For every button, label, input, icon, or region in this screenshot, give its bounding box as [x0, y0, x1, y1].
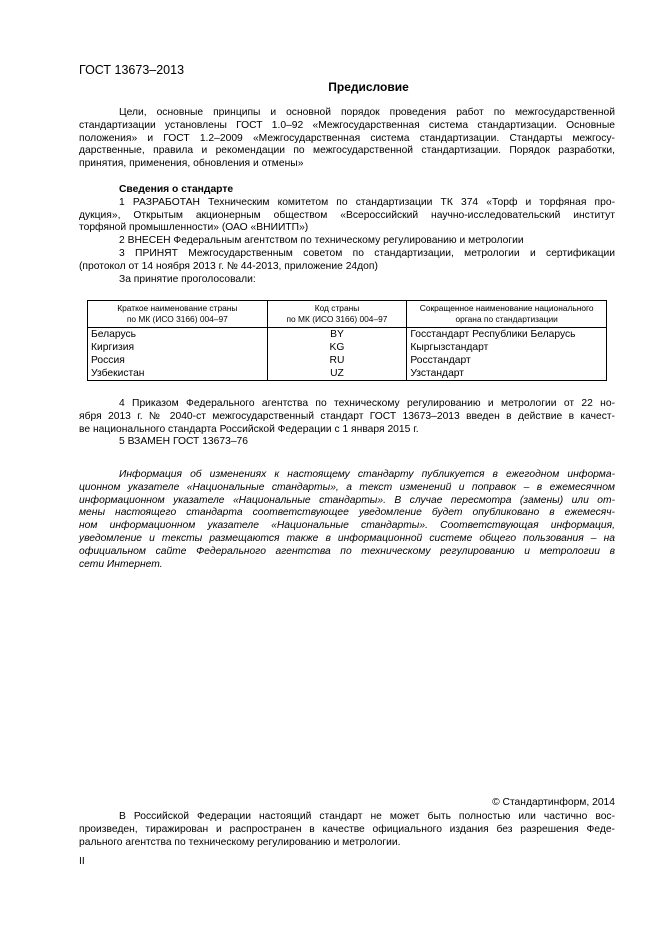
page-title-text: Предисловие	[328, 80, 409, 94]
text-line: Цели, основные принципы и основной порядок проведения работ по межгосударственной	[119, 107, 615, 118]
text-line: стандартизации установлены ГОСТ 1.0–92 «Межгосударственная система стандартизации. Основные	[79, 119, 615, 131]
text-line: 2 ВНЕСЕН Федеральным агентством по техническому регулированию и метрологии	[119, 235, 524, 247]
voting-countries-table	[87, 300, 607, 381]
text-line: Информация об изменениях к настоящему стандарту публикуется в ежегодном информа-	[119, 469, 615, 480]
copyright-notice: © Стандартинформ, 2014	[492, 797, 615, 808]
document-code: ГОСТ 13673–2013	[79, 63, 185, 77]
text-line: ционном указателе «Национальные стандарты», а текст изменений и поправок – в ежемесячном	[79, 481, 615, 493]
text-line: официальном сайте Федерального агентства по техническому регулированию и метрологии в	[79, 545, 615, 557]
text-line: торфяной промышленности» (ОАО «ВНИИТП»)	[79, 222, 309, 234]
standard-info-section	[79, 184, 615, 286]
table-cell-code: KG	[267, 341, 407, 354]
table-cell-country: Беларусь	[88, 328, 268, 342]
table-cell-code: RU	[267, 354, 407, 367]
table-cell-code: BY	[267, 328, 407, 342]
table-cell-code: UZ	[267, 367, 407, 381]
table-header-row	[88, 301, 607, 328]
table-cell-body: Узстандарт	[407, 367, 607, 381]
text-line: За принятие проголосовали:	[119, 273, 256, 285]
table-cell-body: Росстандарт	[407, 354, 607, 367]
table-header-code: Код страны по МК (ИСО 3166) 004–97	[267, 301, 407, 328]
table-header-body: Сокращенное наименование национального органа по стандартизации	[407, 301, 607, 328]
text-line: 4 Приказом Федерального агентства по техническому регулированию и метрологии от 22 но-	[119, 398, 615, 409]
table-row	[88, 367, 607, 381]
text-line: дукция», Открытым акционерным обществом «Всероссийский научно-исследовательский институт	[79, 209, 615, 221]
text-line: 5 ВЗАМЕН ГОСТ 13673–76	[119, 436, 249, 448]
table-cell-country: Узбекистан	[88, 367, 268, 381]
text-line: (протокол от 14 ноября 2013 г. № 44-2013, приложение 24доп)	[79, 260, 378, 272]
table-row	[88, 341, 607, 354]
table-cell-country: Киргизия	[88, 341, 268, 354]
page-title	[0, 80, 661, 94]
text-line: уведомление и тексты размещаются также в информационной системе общего пользования – на	[79, 532, 615, 544]
table-row	[88, 328, 607, 342]
text-line: ном информационном указателе «Национальные стандарты». Соответствующая информация,	[79, 520, 615, 532]
changes-notice	[79, 469, 615, 571]
table-cell-country: Россия	[88, 354, 268, 367]
text-line: ября 2013 г. № 2040-ст межгосударственный стандарт ГОСТ 13673–2013 введен в действие в качест-	[79, 410, 615, 422]
text-line: информационном указателе «Национальные стандарты». В случае пересмотра (замены) или от-	[79, 494, 615, 506]
page-number: II	[79, 856, 85, 867]
text-line: дарственные, правила и рекомендации по межгосударственной стандартизации. Порядок разработки,	[79, 145, 615, 157]
text-line: В Российской Федерации настоящий стандарт не может быть полностью или частично вос-	[119, 811, 615, 822]
text-line: рального агентства по техническому регулированию и метрологии.	[79, 836, 401, 848]
table-row	[88, 354, 607, 367]
text-line: мены настоящего стандарта соответствующее уведомление будет опубликовано в ежемесяч-	[79, 507, 615, 519]
text-line: 1 РАЗРАБОТАН Техническим комитетом по стандартизации ТК 374 «Торф и торфяная про-	[119, 196, 615, 208]
text-line: ве национального стандарта Российской Федерации с 1 января 2015 г.	[79, 423, 419, 435]
section-heading: Сведения о стандарте	[119, 184, 234, 195]
table-header-country: Краткое наименование страны по МК (ИСО 3166) 004–97	[88, 301, 268, 328]
text-line: произведен, тиражирован и распространен в качестве официального издания без разрешения Феде-	[79, 823, 615, 835]
text-line: положения» и ГОСТ 1.2–2009 «Межгосударственная система стандартизации. Стандарты межгосу-	[79, 132, 615, 144]
rights-notice	[79, 811, 615, 849]
intro-paragraph	[79, 107, 615, 171]
table-cell-body: Кыргызстандарт	[407, 341, 607, 354]
text-line: 3 ПРИНЯТ Межгосударственным советом по стандартизации, метрологии и сертификации	[119, 247, 615, 259]
text-line: принятия, применения, обновления и отмены»	[79, 158, 304, 170]
table-cell-body: Госстандарт Республики Беларусь	[407, 328, 607, 342]
enactment-section	[79, 398, 615, 449]
text-line: сети Интернет.	[79, 558, 163, 570]
